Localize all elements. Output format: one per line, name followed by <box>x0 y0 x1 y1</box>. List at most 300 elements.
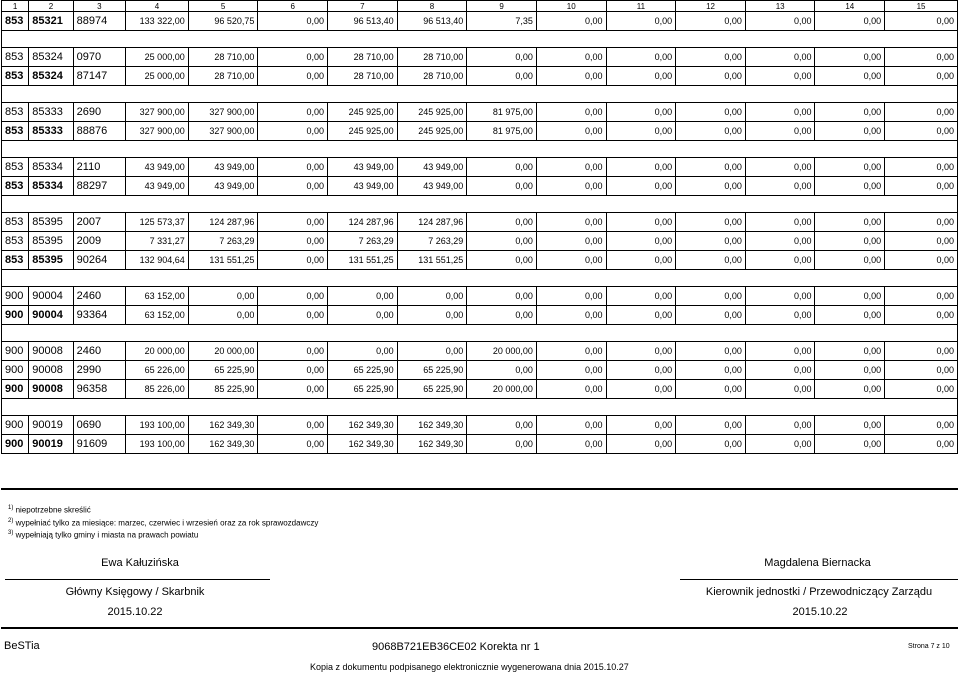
amount-cell: 81 975,00 <box>467 122 537 141</box>
amount-cell: 0,00 <box>745 103 815 122</box>
amount-cell: 65 225,90 <box>328 361 398 380</box>
section-code: 853 <box>2 67 29 86</box>
amount-cell: 0,00 <box>467 435 537 454</box>
column-number: 13 <box>745 1 815 12</box>
amount-cell: 0,00 <box>745 232 815 251</box>
amount-cell: 245 925,00 <box>328 103 398 122</box>
chapter-code: 90008 <box>29 380 73 399</box>
amount-cell: 0,00 <box>676 232 746 251</box>
amount-cell: 0,00 <box>536 380 606 399</box>
amount-cell: 0,00 <box>885 103 958 122</box>
amount-cell: 20 000,00 <box>467 342 537 361</box>
section-code: 853 <box>2 12 29 31</box>
amount-cell: 28 710,00 <box>328 67 398 86</box>
table-row <box>2 177 958 196</box>
table-row <box>2 361 958 380</box>
amount-cell: 0,00 <box>676 12 746 31</box>
amount-cell: 0,00 <box>258 380 328 399</box>
amount-cell: 132 904,64 <box>126 251 189 270</box>
amount-cell: 28 710,00 <box>397 48 467 67</box>
section-code: 853 <box>2 158 29 177</box>
footer-copy-note: Kopia z dokumentu podpisanego elektronicznie wygenerowana dnia 2015.10.27 <box>310 662 629 672</box>
amount-cell: 0,00 <box>745 67 815 86</box>
amount-cell: 0,00 <box>676 103 746 122</box>
amount-cell: 85 225,90 <box>188 380 258 399</box>
amount-cell: 7,35 <box>467 12 537 31</box>
table-row <box>2 380 958 399</box>
amount-cell: 7 263,29 <box>328 232 398 251</box>
amount-cell: 7 263,29 <box>397 232 467 251</box>
amount-cell: 0,00 <box>536 435 606 454</box>
amount-cell: 0,00 <box>815 342 885 361</box>
left-signer-name: Ewa Kałuzińska <box>101 557 179 569</box>
amount-cell: 124 287,96 <box>188 213 258 232</box>
footer-document-id: 9068B721EB36CE02 Korekta nr 1 <box>372 641 540 653</box>
amount-cell: 0,00 <box>467 48 537 67</box>
chapter-code: 85334 <box>29 177 73 196</box>
amount-cell: 81 975,00 <box>467 103 537 122</box>
section-code: 900 <box>2 380 29 399</box>
amount-cell: 20 000,00 <box>467 380 537 399</box>
amount-cell: 0,00 <box>258 103 328 122</box>
amount-cell: 162 349,30 <box>397 416 467 435</box>
section-code: 853 <box>2 177 29 196</box>
amount-cell: 0,00 <box>536 158 606 177</box>
section-code: 900 <box>2 287 29 306</box>
amount-cell: 0,00 <box>258 48 328 67</box>
amount-cell: 28 710,00 <box>328 48 398 67</box>
amount-cell: 25 000,00 <box>126 67 189 86</box>
amount-cell: 0,00 <box>885 342 958 361</box>
amount-cell: 0,00 <box>885 122 958 141</box>
left-signer-role: Główny Księgowy / Skarbnik <box>65 586 205 598</box>
amount-cell: 0,00 <box>885 435 958 454</box>
chapter-code: 90019 <box>29 416 73 435</box>
amount-cell: 0,00 <box>536 177 606 196</box>
amount-cell: 0,00 <box>188 306 258 325</box>
amount-cell: 20 000,00 <box>188 342 258 361</box>
amount-cell: 63 152,00 <box>126 306 189 325</box>
column-number: 4 <box>126 1 189 12</box>
amount-cell: 0,00 <box>188 287 258 306</box>
amount-cell: 193 100,00 <box>126 435 189 454</box>
amount-cell: 0,00 <box>258 122 328 141</box>
amount-cell: 0,00 <box>745 416 815 435</box>
group-separator <box>2 270 958 287</box>
amount-cell: 0,00 <box>536 342 606 361</box>
amount-cell: 0,00 <box>258 306 328 325</box>
group-separator <box>2 325 958 342</box>
amount-cell: 65 225,90 <box>188 361 258 380</box>
amount-cell: 0,00 <box>467 177 537 196</box>
column-number: 14 <box>815 1 885 12</box>
amount-cell: 0,00 <box>258 251 328 270</box>
amount-cell: 0,00 <box>536 103 606 122</box>
amount-cell: 0,00 <box>885 251 958 270</box>
amount-cell: 0,00 <box>885 12 958 31</box>
section-code: 853 <box>2 48 29 67</box>
amount-cell: 25 000,00 <box>126 48 189 67</box>
amount-cell: 245 925,00 <box>328 122 398 141</box>
amount-cell: 0,00 <box>536 232 606 251</box>
amount-cell: 0,00 <box>258 342 328 361</box>
amount-cell: 0,00 <box>606 361 676 380</box>
amount-cell: 0,00 <box>536 361 606 380</box>
table-row <box>2 342 958 361</box>
amount-cell: 0,00 <box>467 67 537 86</box>
column-number: 8 <box>397 1 467 12</box>
table-row <box>2 416 958 435</box>
paragraph-code: 2690 <box>73 103 125 122</box>
amount-cell: 0,00 <box>745 342 815 361</box>
amount-cell: 125 573,37 <box>126 213 189 232</box>
table-row <box>2 306 958 325</box>
amount-cell: 0,00 <box>745 177 815 196</box>
amount-cell: 0,00 <box>745 122 815 141</box>
amount-cell: 0,00 <box>536 251 606 270</box>
amount-cell: 0,00 <box>885 287 958 306</box>
table-row <box>2 67 958 86</box>
amount-cell: 0,00 <box>676 177 746 196</box>
amount-cell: 0,00 <box>885 416 958 435</box>
amount-cell: 0,00 <box>258 213 328 232</box>
amount-cell: 0,00 <box>745 48 815 67</box>
chapter-code: 85333 <box>29 122 73 141</box>
chapter-code: 85324 <box>29 67 73 86</box>
amount-cell: 0,00 <box>606 342 676 361</box>
amount-cell: 0,00 <box>606 103 676 122</box>
amount-cell: 0,00 <box>328 287 398 306</box>
amount-cell: 0,00 <box>676 306 746 325</box>
amount-cell: 0,00 <box>815 435 885 454</box>
paragraph-code: 87147 <box>73 67 125 86</box>
amount-cell: 193 100,00 <box>126 416 189 435</box>
amount-cell: 162 349,30 <box>397 435 467 454</box>
section-code: 853 <box>2 122 29 141</box>
amount-cell: 327 900,00 <box>188 103 258 122</box>
amount-cell: 0,00 <box>606 232 676 251</box>
section-code: 900 <box>2 306 29 325</box>
amount-cell: 0,00 <box>676 342 746 361</box>
chapter-code: 85324 <box>29 48 73 67</box>
footer-system-name: BeSTia <box>4 640 40 652</box>
amount-cell: 0,00 <box>815 103 885 122</box>
amount-cell: 0,00 <box>885 177 958 196</box>
amount-cell: 124 287,96 <box>328 213 398 232</box>
column-number: 2 <box>29 1 73 12</box>
amount-cell: 0,00 <box>258 67 328 86</box>
amount-cell: 327 900,00 <box>126 122 189 141</box>
amount-cell: 20 000,00 <box>126 342 189 361</box>
amount-cell: 0,00 <box>815 306 885 325</box>
amount-cell: 0,00 <box>467 416 537 435</box>
footnote: $^{1)}$ niepotrzebne skreślić <box>8 505 91 515</box>
amount-cell: 0,00 <box>258 287 328 306</box>
amount-cell: 0,00 <box>606 48 676 67</box>
amount-cell: 96 513,40 <box>328 12 398 31</box>
amount-cell: 0,00 <box>467 361 537 380</box>
amount-cell: 85 226,00 <box>126 380 189 399</box>
amount-cell: 96 520,75 <box>188 12 258 31</box>
group-separator <box>2 196 958 213</box>
amount-cell: 0,00 <box>745 361 815 380</box>
paragraph-code: 2460 <box>73 287 125 306</box>
left-sign-date: 2015.10.22 <box>107 606 163 618</box>
amount-cell: 0,00 <box>467 251 537 270</box>
amount-cell: 0,00 <box>258 361 328 380</box>
column-number: 7 <box>328 1 398 12</box>
amount-cell: 162 349,30 <box>328 416 398 435</box>
chapter-code: 85395 <box>29 213 73 232</box>
chapter-code: 90004 <box>29 287 73 306</box>
chapter-code: 90019 <box>29 435 73 454</box>
amount-cell: 0,00 <box>536 48 606 67</box>
table-row <box>2 435 958 454</box>
amount-cell: 0,00 <box>536 213 606 232</box>
amount-cell: 0,00 <box>815 48 885 67</box>
amount-cell: 0,00 <box>606 213 676 232</box>
amount-cell: 0,00 <box>328 306 398 325</box>
column-number: 11 <box>606 1 676 12</box>
footnote: $^{3)}$ wypełniają tylko gminy i miasta na prawach powiatu <box>8 530 199 540</box>
paragraph-code: 2110 <box>73 158 125 177</box>
amount-cell: 7 331,27 <box>126 232 189 251</box>
amount-cell: 65 226,00 <box>126 361 189 380</box>
amount-cell: 245 925,00 <box>397 122 467 141</box>
amount-cell: 0,00 <box>676 158 746 177</box>
table-row <box>2 251 958 270</box>
table-row <box>2 103 958 122</box>
amount-cell: 162 349,30 <box>188 416 258 435</box>
amount-cell: 131 551,25 <box>328 251 398 270</box>
column-number: 6 <box>258 1 328 12</box>
chapter-code: 90008 <box>29 342 73 361</box>
amount-cell: 65 225,90 <box>397 380 467 399</box>
amount-cell: 0,00 <box>536 416 606 435</box>
column-number: 12 <box>676 1 746 12</box>
amount-cell: 7 263,29 <box>188 232 258 251</box>
chapter-code: 90004 <box>29 306 73 325</box>
amount-cell: 65 225,90 <box>328 380 398 399</box>
column-number-row <box>2 1 958 12</box>
footer-divider-line <box>1 488 958 490</box>
amount-cell: 0,00 <box>815 232 885 251</box>
right-sign-date: 2015.10.22 <box>792 606 848 618</box>
amount-cell: 43 949,00 <box>328 177 398 196</box>
amount-cell: 0,00 <box>885 380 958 399</box>
amount-cell: 0,00 <box>815 287 885 306</box>
table-row <box>2 158 958 177</box>
table-row <box>2 287 958 306</box>
amount-cell: 0,00 <box>606 380 676 399</box>
amount-cell: 0,00 <box>676 416 746 435</box>
amount-cell: 0,00 <box>676 251 746 270</box>
chapter-code: 85333 <box>29 103 73 122</box>
amount-cell: 0,00 <box>606 416 676 435</box>
amount-cell: 0,00 <box>815 251 885 270</box>
column-number: 1 <box>2 1 29 12</box>
amount-cell: 0,00 <box>676 48 746 67</box>
report-table <box>1 0 958 454</box>
left-signature-line <box>5 579 270 580</box>
table-row <box>2 232 958 251</box>
column-number: 9 <box>467 1 537 12</box>
amount-cell: 0,00 <box>258 435 328 454</box>
section-code: 900 <box>2 435 29 454</box>
amount-cell: 0,00 <box>606 122 676 141</box>
amount-cell: 0,00 <box>676 67 746 86</box>
column-number: 3 <box>73 1 125 12</box>
amount-cell: 0,00 <box>467 213 537 232</box>
amount-cell: 0,00 <box>536 122 606 141</box>
amount-cell: 0,00 <box>676 380 746 399</box>
amount-cell: 0,00 <box>745 306 815 325</box>
amount-cell: 0,00 <box>815 12 885 31</box>
amount-cell: 0,00 <box>258 416 328 435</box>
amount-cell: 0,00 <box>815 380 885 399</box>
amount-cell: 0,00 <box>885 67 958 86</box>
amount-cell: 0,00 <box>258 177 328 196</box>
amount-cell: 43 949,00 <box>328 158 398 177</box>
paragraph-code: 93364 <box>73 306 125 325</box>
footnotes <box>8 503 318 541</box>
amount-cell: 0,00 <box>397 342 467 361</box>
amount-cell: 0,00 <box>676 287 746 306</box>
amount-cell: 28 710,00 <box>188 48 258 67</box>
amount-cell: 0,00 <box>885 232 958 251</box>
paragraph-code: 2009 <box>73 232 125 251</box>
amount-cell: 0,00 <box>815 416 885 435</box>
amount-cell: 131 551,25 <box>397 251 467 270</box>
section-code: 900 <box>2 342 29 361</box>
column-number: 10 <box>536 1 606 12</box>
paragraph-code: 88876 <box>73 122 125 141</box>
amount-cell: 43 949,00 <box>188 177 258 196</box>
group-separator <box>2 141 958 158</box>
amount-cell: 0,00 <box>606 12 676 31</box>
amount-cell: 0,00 <box>815 122 885 141</box>
amount-cell: 0,00 <box>606 177 676 196</box>
paragraph-code: 90264 <box>73 251 125 270</box>
group-separator <box>2 399 958 416</box>
amount-cell: 0,00 <box>815 213 885 232</box>
chapter-code: 85395 <box>29 251 73 270</box>
amount-cell: 0,00 <box>467 232 537 251</box>
amount-cell: 0,00 <box>258 232 328 251</box>
bottom-divider-line <box>1 627 958 629</box>
chapter-code: 85321 <box>29 12 73 31</box>
amount-cell: 0,00 <box>467 287 537 306</box>
amount-cell: 0,00 <box>606 251 676 270</box>
amount-cell: 43 949,00 <box>397 158 467 177</box>
amount-cell: 0,00 <box>397 306 467 325</box>
paragraph-code: 0970 <box>73 48 125 67</box>
group-separator <box>2 31 958 48</box>
amount-cell: 0,00 <box>467 306 537 325</box>
amount-cell: 0,00 <box>258 12 328 31</box>
amount-cell: 0,00 <box>676 122 746 141</box>
section-code: 853 <box>2 251 29 270</box>
amount-cell: 0,00 <box>328 342 398 361</box>
amount-cell: 43 949,00 <box>126 177 189 196</box>
amount-cell: 327 900,00 <box>188 122 258 141</box>
amount-cell: 0,00 <box>397 287 467 306</box>
amount-cell: 245 925,00 <box>397 103 467 122</box>
amount-cell: 162 349,30 <box>188 435 258 454</box>
amount-cell: 0,00 <box>606 67 676 86</box>
amount-cell: 0,00 <box>885 361 958 380</box>
amount-cell: 28 710,00 <box>188 67 258 86</box>
amount-cell: 0,00 <box>258 158 328 177</box>
chapter-code: 85395 <box>29 232 73 251</box>
right-signer-role: Kierownik jednostki / Przewodniczący Zarządu <box>705 586 933 598</box>
amount-cell: 0,00 <box>885 306 958 325</box>
amount-cell: 0,00 <box>676 361 746 380</box>
amount-cell: 0,00 <box>815 361 885 380</box>
section-code: 853 <box>2 213 29 232</box>
amount-cell: 327 900,00 <box>126 103 189 122</box>
amount-cell: 0,00 <box>606 287 676 306</box>
amount-cell: 0,00 <box>536 306 606 325</box>
paragraph-code: 2007 <box>73 213 125 232</box>
amount-cell: 0,00 <box>467 158 537 177</box>
amount-cell: 0,00 <box>676 435 746 454</box>
amount-cell: 43 949,00 <box>126 158 189 177</box>
footer-page-number: Strona 7 z 10 <box>908 643 950 650</box>
amount-cell: 0,00 <box>745 213 815 232</box>
amount-cell: 0,00 <box>885 48 958 67</box>
section-code: 900 <box>2 361 29 380</box>
amount-cell: 0,00 <box>745 287 815 306</box>
paragraph-code: 88974 <box>73 12 125 31</box>
amount-cell: 0,00 <box>745 435 815 454</box>
paragraph-code: 91609 <box>73 435 125 454</box>
group-separator <box>2 86 958 103</box>
amount-cell: 162 349,30 <box>328 435 398 454</box>
amount-cell: 0,00 <box>745 380 815 399</box>
section-code: 853 <box>2 232 29 251</box>
amount-cell: 96 513,40 <box>397 12 467 31</box>
section-code: 900 <box>2 416 29 435</box>
column-number: 5 <box>188 1 258 12</box>
chapter-code: 90008 <box>29 361 73 380</box>
right-signer-name: Magdalena Biernacka <box>764 557 871 569</box>
amount-cell: 0,00 <box>606 306 676 325</box>
amount-cell: 0,00 <box>815 158 885 177</box>
amount-cell: 0,00 <box>815 177 885 196</box>
amount-cell: 0,00 <box>745 158 815 177</box>
column-number: 15 <box>885 1 958 12</box>
amount-cell: 63 152,00 <box>126 287 189 306</box>
paragraph-code: 88297 <box>73 177 125 196</box>
table-row <box>2 213 958 232</box>
section-code: 853 <box>2 103 29 122</box>
table-row <box>2 122 958 141</box>
amount-cell: 0,00 <box>606 435 676 454</box>
table-row <box>2 48 958 67</box>
amount-cell: 131 551,25 <box>188 251 258 270</box>
amount-cell: 43 949,00 <box>397 177 467 196</box>
amount-cell: 0,00 <box>536 67 606 86</box>
amount-cell: 0,00 <box>885 158 958 177</box>
amount-cell: 0,00 <box>676 213 746 232</box>
footnote: $^{2)}$ wypełniać tylko za miesiące: marzec, czerwiec i wrzesień oraz za rok sprawozdawczy <box>8 517 319 528</box>
amount-cell: 0,00 <box>536 12 606 31</box>
amount-cell: 0,00 <box>885 213 958 232</box>
paragraph-code: 96358 <box>73 380 125 399</box>
amount-cell: 0,00 <box>745 12 815 31</box>
amount-cell: 65 225,90 <box>397 361 467 380</box>
